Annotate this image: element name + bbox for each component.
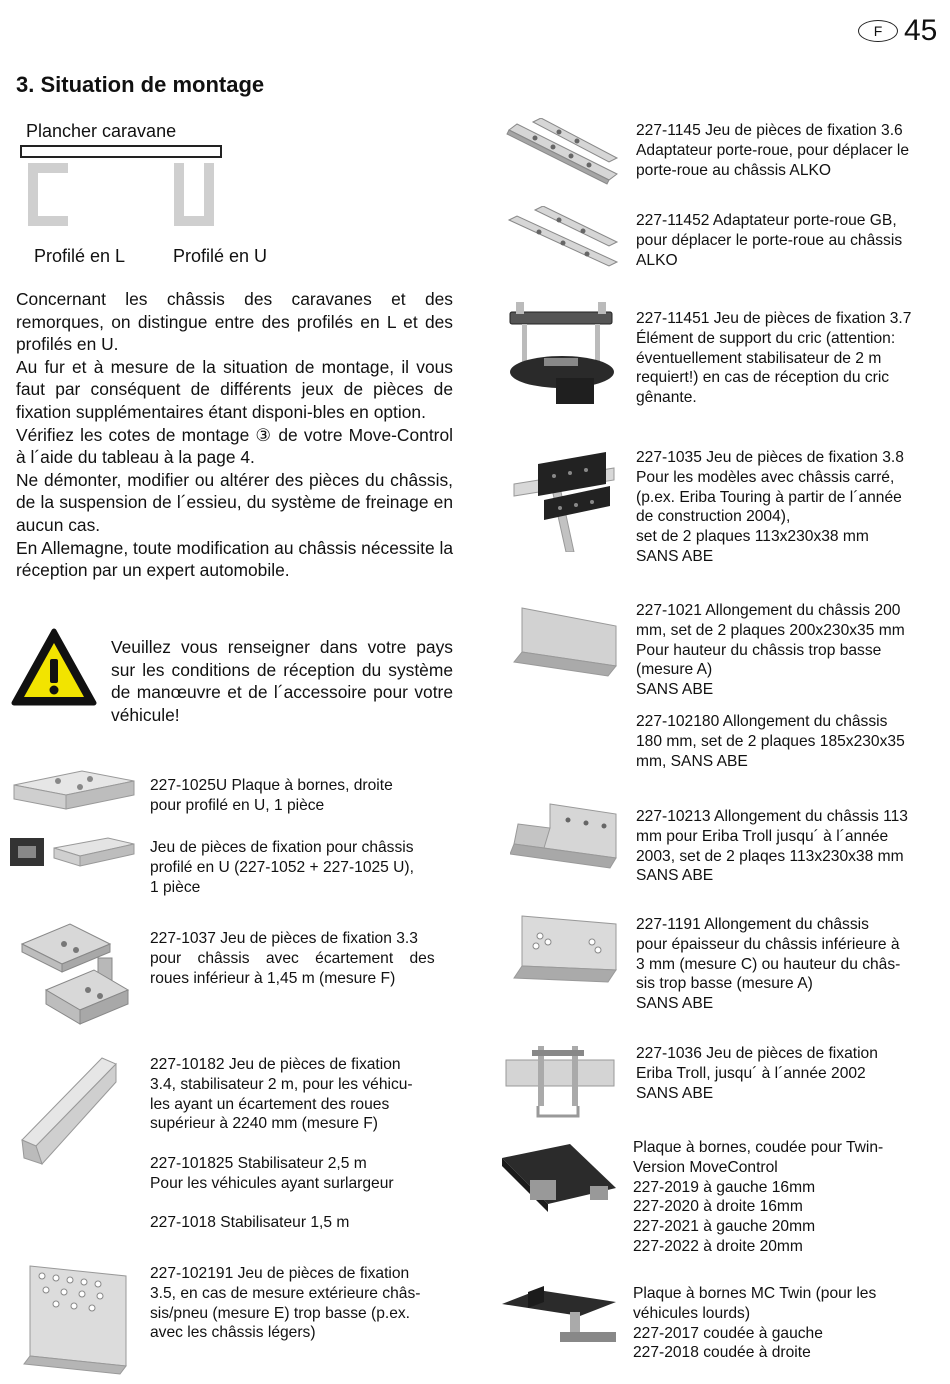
twin-clamp-plate-image [500,1140,620,1222]
item-line: 227-10213 Allongement du châssis 113 [636,808,908,825]
item-line: sis trop basse (mesure A) [636,975,813,993]
item-line: pour profilé en U, 1 pièce [150,796,325,814]
item-line: Pour les modèles avec châssis carré, [636,468,895,486]
item-line: 2003, set de 2 plaqes 113x230x38 mm [636,847,904,865]
item-line: 227-1036 Jeu de pièces de fixation [636,1045,878,1062]
item-line: 227-11451 Jeu de pièces de fixation 3.7 [636,310,912,327]
chassis-extension-200-image [508,604,620,682]
right-item [636,807,908,886]
item-line: 227-2019 à gauche 16mm [633,1178,816,1196]
left-item [150,1213,349,1233]
right-item [633,1138,883,1257]
wheel-carrier-adapter-gb-image [505,206,620,268]
item-line: supérieur à 2240 mm (mesure F) [150,1115,378,1133]
item-line: 1 pièce [150,878,201,896]
left-item [150,1154,394,1194]
u-profile-set-image [8,834,136,874]
item-line: profilé en U (227-1052 + 227-1025 U), [150,858,414,876]
item-line: SANS ABE [636,867,714,885]
perforated-plate-image [16,1262,132,1376]
warning-text: Veuillez vous renseigner dans votre pays sur les conditions de réception du système de manœuvre et de l´accessoire pour votre véhicule! [111,637,453,725]
item-line: 227-2021 à gauche 20mm [633,1218,816,1236]
item-line: avec les châssis légers) [150,1324,316,1342]
right-item [636,448,904,567]
item-line: 227-1025U Plaque à bornes, droite [150,777,393,794]
item-line: Jeu de pièces de fixation pour châssis [150,839,414,856]
floor-label: Plancher caravane [26,121,177,141]
item-line: 227-1021 Allongement du châssis 200 [636,602,901,619]
item-line: Plaque à bornes MC Twin (pour les [633,1285,877,1302]
item-line: Adaptateur porte-roue, pour déplacer le [636,141,910,159]
item-line: 227-101825 Stabilisateur 2,5 m [150,1155,367,1172]
warning-icon [10,627,98,707]
item-line: Version MoveControl [633,1158,778,1176]
item-line: 227-1035 Jeu de pièces de fixation 3.8 [636,449,904,466]
item-line: 227-11452 Adaptateur porte-roue GB, [636,212,897,229]
l-profile-label: Profilé en L [34,246,126,266]
item-line: SANS ABE [636,547,714,565]
intro-paragraph: Vérifiez les cotes de montage ③ de votre Move-Control à l´aide du tableau à la page 4. [16,424,453,468]
section-title: 3. Situation de montage [16,72,265,97]
wheel-carrier-adapter-image [505,118,620,186]
item-line: mm, SANS ABE [636,752,748,770]
item-line: 227-1037 Jeu de pièces de fixation 3.3 [150,930,418,947]
item-line: les ayant un écartement des roues [150,1095,390,1113]
mounting-plates-image [18,920,133,1032]
item-line: 227-2017 coudée à gauche [633,1324,823,1342]
chassis-extension-thin-image [510,912,620,992]
item-line: 227-10182 Jeu de pièces de fixation [150,1056,401,1073]
item-line: porte-roue au châssis ALKO [636,161,832,179]
left-item [150,1055,413,1134]
item-line: 180 mm, set de 2 plaques 185x230x35 [636,732,905,750]
page-number: 45 [904,14,938,47]
chassis-extension-113-image [510,800,620,878]
item-line: SANS ABE [636,995,714,1013]
item-line: Pour les véhicules ayant surlargeur [150,1174,394,1192]
language-badge: F [858,20,898,42]
item-line: 227-102191 Jeu de pièces de fixation [150,1265,410,1282]
item-line: pour châssis avec écartement des [150,949,435,967]
item-line: pour déplacer le porte-roue au châssis [636,231,903,249]
intro-paragraph: Ne démonter, modifier ou altérer des pièces du châssis, de la suspension de l´essieu, du système de freinage en aucun cas. [16,469,453,535]
intro-paragraph: Au fur et à mesure de la situation de montage, il vous faut par conséquent de différents jeux de pièces de fixation supplémentaires étant disponi-bles en option. [16,356,453,422]
item-line: set de 2 plaques 113x230x38 mm [636,528,869,546]
floor-plate [21,146,221,157]
item-line: 227-2022 à droite 20mm [633,1237,803,1255]
item-line: 227-102180 Allongement du châssis [636,713,888,730]
item-line: Plaque à bornes, coudée pour Twin- [633,1139,884,1156]
left-item [150,838,414,897]
mc-twin-clamp-plate-image [500,1282,618,1352]
left-item [150,1264,420,1343]
item-line: gênante. [636,389,697,407]
item-line: Eriba Troll, jusqu´ à l´année 2002 [636,1064,866,1082]
item-line: 3.4, stabilisateur 2 m, pour les véhicu- [150,1075,413,1093]
item-line: 227-1018 Stabilisateur 1,5 m [150,1214,350,1231]
l-profile-shape [28,163,68,226]
left-item [150,929,452,988]
intro-text [16,288,453,582]
square-chassis-set-image [510,440,620,552]
u-profile-label: Profilé en U [173,246,268,266]
eriba-troll-set-image [502,1036,618,1120]
right-item [636,712,905,771]
item-line: Élément de support du cric (attention: [636,329,896,347]
item-line: roues inférieur à 1,45 m (mesure F) [150,969,396,987]
item-line: véhicules lourds) [633,1304,751,1322]
item-line: requiert!) en cas de réception du cric [636,369,890,387]
right-item [636,211,902,270]
item-line: mm, set de 2 plaques 200x230x35 mm [636,621,905,639]
item-line: 3.5, en cas de mesure extérieure châs- [150,1284,421,1302]
clamp-plate-image [10,767,138,817]
left-item [150,776,393,816]
item-line: (p.ex. Eriba Touring à partir de l´année [636,488,902,506]
item-line: 227-2020 à droite 16mm [633,1198,803,1216]
item-line: ALKO [636,251,678,269]
item-line: de construction 2004), [636,508,791,526]
item-line: Pour hauteur du châssis trop basse [636,641,882,659]
right-item [636,601,905,700]
intro-paragraph: Concernant les châssis des caravanes et des remorques, on distingue entre des profilés en L et des profilés en U. [16,289,453,355]
right-item [636,1044,878,1103]
item-line: 227-1191 Allongement du châssis [636,916,869,933]
item-line: mm pour Eriba Troll jusqu´ à l´année [636,827,889,845]
item-line: SANS ABE [636,681,714,699]
item-line: SANS ABE [636,1084,714,1102]
item-line: pour épaisseur du châssis inférieure à [636,935,900,953]
item-line: (mesure A) [636,661,713,679]
right-item [636,309,911,408]
item-line: 227-2018 coudée à droite [633,1344,811,1362]
u-profile-shape [174,163,214,226]
right-item [636,121,909,180]
item-line: sis/pneu (mesure E) trop basse (p.ex. [150,1304,411,1322]
item-line: 227-1145 Jeu de pièces de fixation 3.6 [636,122,903,139]
jack-support-image [506,296,616,408]
intro-paragraph: En Allemagne, toute modification au châssis nécessite la réception par un expert automobile. [16,537,453,581]
right-item [636,915,900,1014]
item-line: éventuellement stabilisateur de 2 m [636,349,882,367]
stabilizer-tube-image [18,1052,130,1166]
right-item [633,1284,876,1363]
item-line: 3 mm (mesure C) ou hauteur du châs- [636,955,901,973]
